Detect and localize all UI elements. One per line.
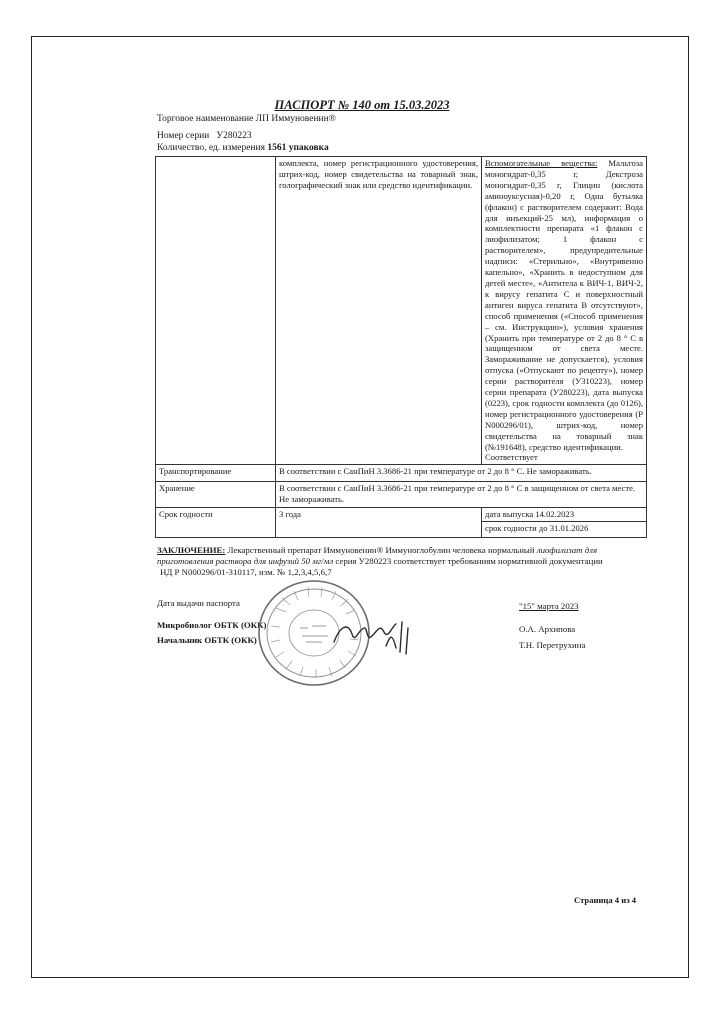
transport-value: В соответствии с СанПиН 3.3686-21 при температуре от 2 до 8 ° С. Не замораживать. xyxy=(276,465,647,482)
passport-table xyxy=(155,156,647,538)
quantity-line xyxy=(157,143,329,153)
table-row-storage xyxy=(156,482,647,508)
passport-title: ПАСПОРТ № 140 от 15.03.2023 xyxy=(274,98,450,112)
conclusion-label: ЗАКЛЮЧЕНИЕ: xyxy=(157,545,226,555)
excipients-cell xyxy=(482,157,647,465)
table-row-shelf-life xyxy=(156,508,647,538)
conclusion xyxy=(157,545,641,578)
series-value: У280223 xyxy=(216,131,252,141)
expiry-date: срок годности до 31.01.2026 xyxy=(485,523,589,534)
empty-cell xyxy=(156,157,276,465)
release-date: дата выпуска 14.02.2023 xyxy=(482,508,646,522)
series-label: Номер серии xyxy=(157,131,210,141)
microbiologist-label: Микробиолог ОБТК (ОКК) xyxy=(157,620,267,630)
issue-date-label: Дата выдачи паспорта xyxy=(157,598,240,608)
shelf-life-label: Срок годности xyxy=(156,508,276,538)
quantity-label: Количество, ед. измерения xyxy=(157,143,265,153)
table-row-transport xyxy=(156,465,647,482)
shelf-life-dates xyxy=(482,508,647,538)
trade-name-label: Торговое наименование ЛП xyxy=(157,114,269,124)
excipients-text: Мальтоза моногидрат-0,35 г, Декстроза моногидрат-0,35 г, Глицин (кислота аминоуксусная)-0,20 г, Одна бутылка (флакон) с растворителем содержит: Вода для инъекций-25 мл), информация о комплектности препарата «1 флакон с лиофилизатом; 1 флакон с растворителем», предупредительные надписи: «Стерильно», «Внутривенно капельно», «Хранить в недоступном для детей месте», «Антитела к ВИЧ-1, ВИЧ-2, к вирусу гепатита С и поверхностный антиген вируса гепатита В отсутствуют», способ применения («Способ применения – см. Инструкцию»), условия хранения (Хранить при температуре от 2 до 8 ° С в защищенном от света месте. Замораживание не допускается), условия отпуска («Отпускают по рецепту»), номер серии растворителя (У310223), номер серии препарата (У280223), дата выпуска (0223), срок годности комплекта (до 0126), номер регистрационного удостоверения (Р N000296/01), штрих-код, номер свидетельства на товарный знак (№191648), средство идентификации. xyxy=(485,158,643,452)
microbiologist-name: О.А. Архипова xyxy=(519,624,576,634)
labeling-middle-cell: комплекта, номер регистрационного удостоверения, штрих-код, номер свидетельства на товарный знак, голографический знак или средство идентификации. xyxy=(276,157,482,465)
quantity-value: 1561 упаковка xyxy=(267,143,329,153)
conclusion-text-2: серия У280223 соответствует требованиям нормативной документации xyxy=(333,556,603,566)
shelf-life-value: 3 года xyxy=(276,508,482,538)
head-label: Начальник ОБТК (ОКК) xyxy=(157,635,257,645)
trade-name-value: Иммуновенин® xyxy=(271,114,336,124)
verdict: Соответствует xyxy=(485,452,538,463)
head-name: Т.Н. Перетрухина xyxy=(519,640,586,650)
conclusion-dosage-form: лиофилизат для приготовления раствора для инфузий 50 мг/мл xyxy=(157,545,598,566)
series-line xyxy=(157,131,252,141)
storage-value: В соответствии с СанПиН 3.3686-21 при температуре от 2 до 8 ° С в защищенном от света месте. Не замораживать. xyxy=(276,482,647,508)
transport-label: Транспортирование xyxy=(156,465,276,482)
excipients-label: Вспомогательные вещества: xyxy=(485,158,598,168)
table-row-composition xyxy=(156,157,647,465)
storage-label: Хранение xyxy=(156,482,276,508)
trade-name-line xyxy=(157,114,336,124)
handwritten-signature xyxy=(330,612,420,660)
conclusion-nd: НД Р N000296/01-310117, изм. № 1,2,3,4,5,6,7 xyxy=(160,567,332,577)
page-number: Страница 4 из 4 xyxy=(574,895,637,905)
issue-date-value: "15" марта 2023 xyxy=(519,601,579,611)
conclusion-text-1: Лекарственный препарат Иммуновенин® Иммуноглобулин человека нормальный xyxy=(225,545,537,555)
